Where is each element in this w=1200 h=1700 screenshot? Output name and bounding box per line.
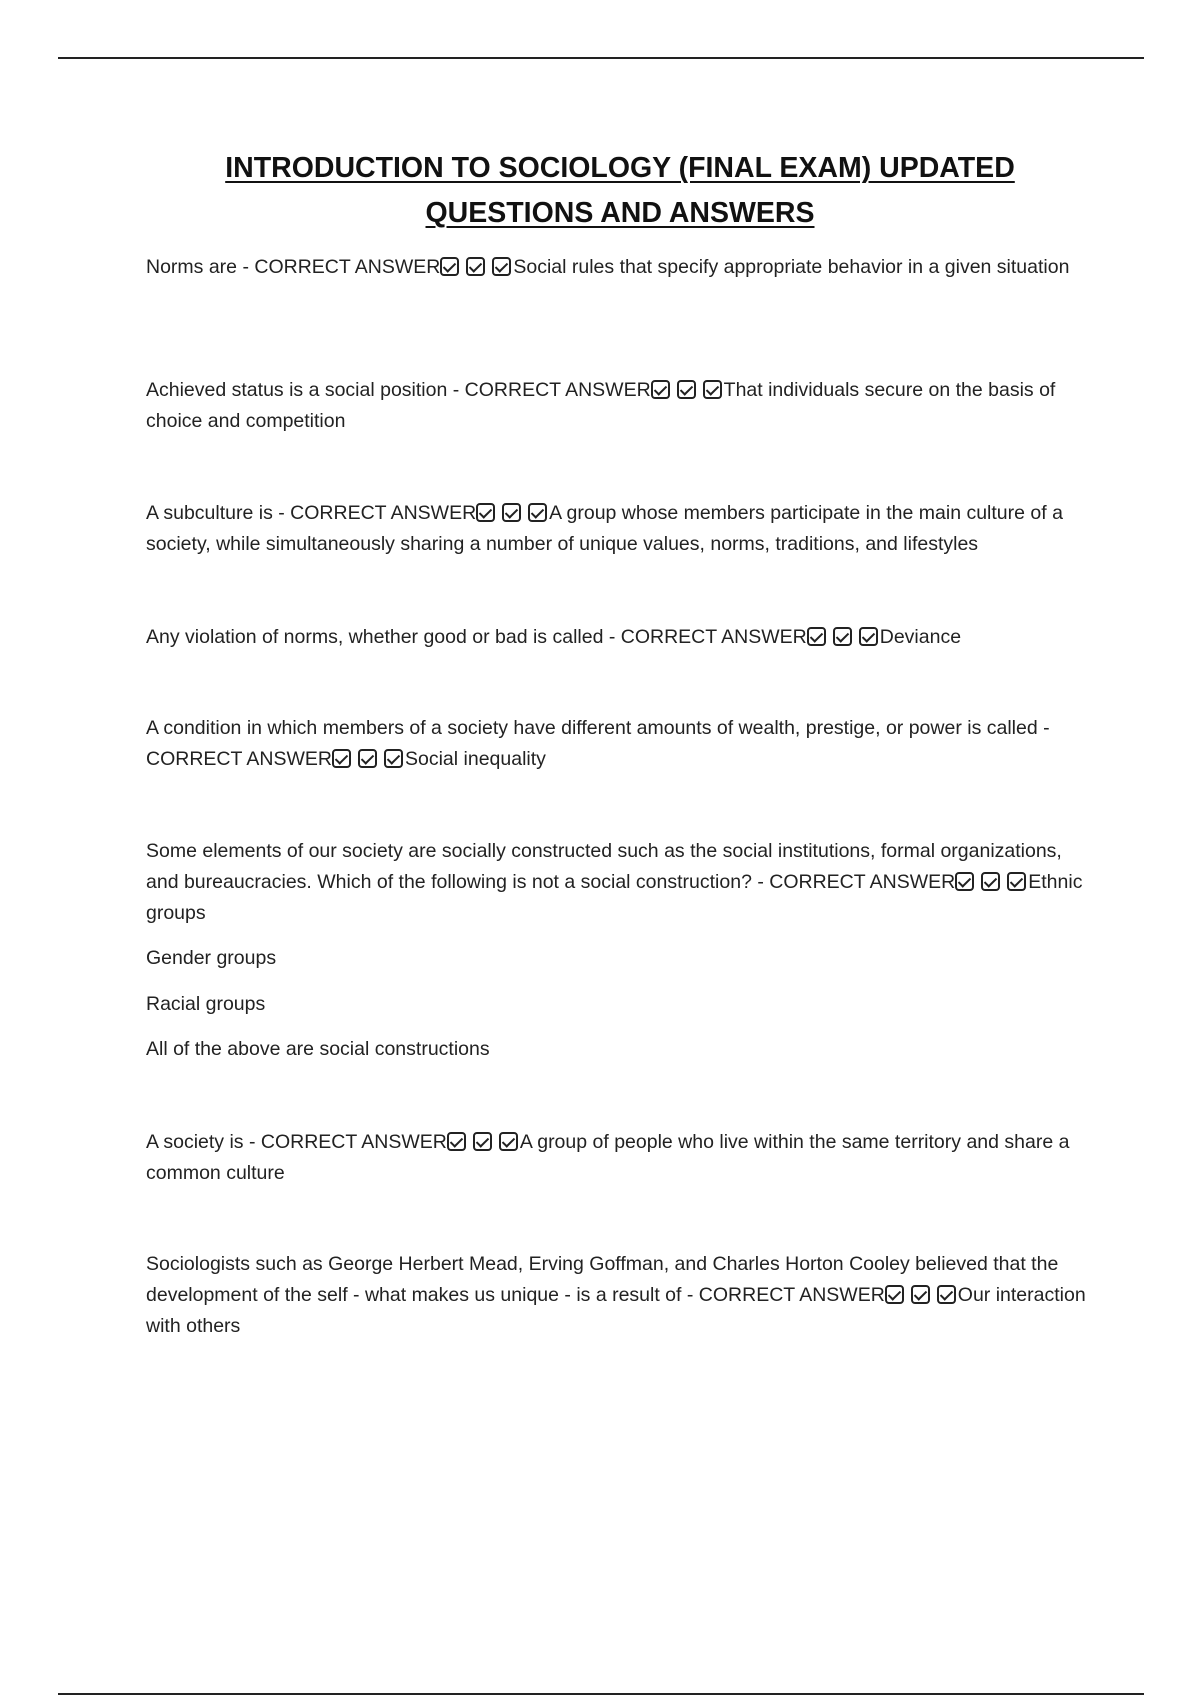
checkbox-checked-icon — [955, 872, 974, 891]
answer-marker: - CORRECT ANSWER — [452, 379, 651, 401]
title-line-1: INTRODUCTION TO SOCIOLOGY (FINAL EXAM) UPDATED — [225, 152, 1015, 184]
answer-text: A group whose members participate in the main culture of a society, while simultaneously sharing a number of unique values, norms, traditions, and lifestyles — [146, 502, 1063, 555]
checkbox-checked-icon — [476, 503, 495, 522]
answer-text: Ethnic groups — [146, 871, 1083, 924]
question-text: Any violation of norms, whether good or bad is called — [146, 626, 604, 648]
checkbox-checked-icon — [502, 503, 521, 522]
answer-checks — [955, 871, 1028, 893]
answer-checks — [885, 1284, 958, 1306]
checkbox-checked-icon — [833, 627, 852, 646]
checkbox-checked-icon — [358, 749, 377, 768]
answer-extra-line: All of the above are social constructions — [146, 1038, 490, 1060]
answer-text: Our interaction with others — [146, 1284, 1086, 1337]
answer-checks — [440, 256, 513, 278]
answer-text: Social rules that specify appropriate behavior in a given situation — [513, 256, 1070, 278]
checkbox-checked-icon — [981, 872, 1000, 891]
checkbox-checked-icon — [384, 749, 403, 768]
top-rule — [58, 57, 1144, 59]
checkbox-checked-icon — [651, 380, 670, 399]
question-text: Norms are — [146, 256, 238, 278]
qa-item-social-construction — [146, 836, 1096, 929]
answer-text: Deviance — [879, 626, 962, 648]
question-text: Sociologists such as George Herbert Mead, Erving Goffman, and Charles Horton Cooley believed that the development of the self - what makes us unique - is a result of — [146, 1253, 1059, 1306]
title-line-2: QUESTIONS AND ANSWERS — [425, 197, 815, 229]
answer-extra-line: Gender groups — [146, 947, 277, 969]
qa-item-social-inequality — [146, 713, 1096, 775]
answer-text: Social inequality — [405, 748, 546, 770]
checkbox-checked-icon — [807, 627, 826, 646]
checkbox-checked-icon — [332, 749, 351, 768]
question-text: Achieved status is a social position — [146, 379, 448, 401]
answer-checks — [332, 748, 405, 770]
qa-item-subculture — [146, 498, 1096, 560]
qa-item-norms — [146, 252, 1096, 283]
answer-checks — [651, 379, 724, 401]
checkbox-checked-icon — [499, 1132, 518, 1151]
answer-marker: - CORRECT ANSWER — [242, 256, 441, 278]
qa-item-deviance — [146, 622, 1096, 653]
answer-text: A group of people who live within the same territory and share a common culture — [146, 1131, 1070, 1184]
checkbox-checked-icon — [703, 380, 722, 399]
answer-checks — [476, 502, 549, 524]
answer-marker: - CORRECT ANSWER — [757, 871, 956, 893]
qa-item-development-of-self — [146, 1249, 1096, 1342]
answer-marker: - CORRECT ANSWER — [146, 717, 1050, 770]
checkbox-checked-icon — [911, 1285, 930, 1304]
answer-marker: - CORRECT ANSWER — [248, 1131, 447, 1153]
document-title — [140, 146, 1100, 236]
answer-marker: - CORRECT ANSWER — [686, 1284, 885, 1306]
qa-item-achieved-status — [146, 375, 1096, 437]
checkbox-checked-icon — [677, 380, 696, 399]
answer-text: That individuals secure on the basis of choice and competition — [146, 379, 1056, 432]
answer-marker: - CORRECT ANSWER — [278, 502, 477, 524]
checkbox-checked-icon — [447, 1132, 466, 1151]
checkbox-checked-icon — [937, 1285, 956, 1304]
checkbox-checked-icon — [466, 257, 485, 276]
checkbox-checked-icon — [528, 503, 547, 522]
qa-item-society — [146, 1127, 1096, 1189]
answer-checks — [447, 1131, 520, 1153]
question-text: A condition in which members of a society have different amounts of wealth, prestige, or power is called — [146, 717, 1038, 739]
checkbox-checked-icon — [440, 257, 459, 276]
question-text: A subculture is — [146, 502, 273, 524]
checkbox-checked-icon — [859, 627, 878, 646]
checkbox-checked-icon — [473, 1132, 492, 1151]
checkbox-checked-icon — [885, 1285, 904, 1304]
question-text: Some elements of our society are socially constructed such as the social institutions, formal organizations, and bureaucracies. Which of the following is not a social construction? — [146, 840, 1062, 893]
question-text: A society is — [146, 1131, 244, 1153]
answer-marker: - CORRECT ANSWER — [608, 626, 807, 648]
checkbox-checked-icon — [1007, 872, 1026, 891]
answer-checks — [807, 626, 880, 648]
bottom-rule — [58, 1693, 1144, 1695]
answer-extra-line: Racial groups — [146, 993, 266, 1015]
checkbox-checked-icon — [492, 257, 511, 276]
